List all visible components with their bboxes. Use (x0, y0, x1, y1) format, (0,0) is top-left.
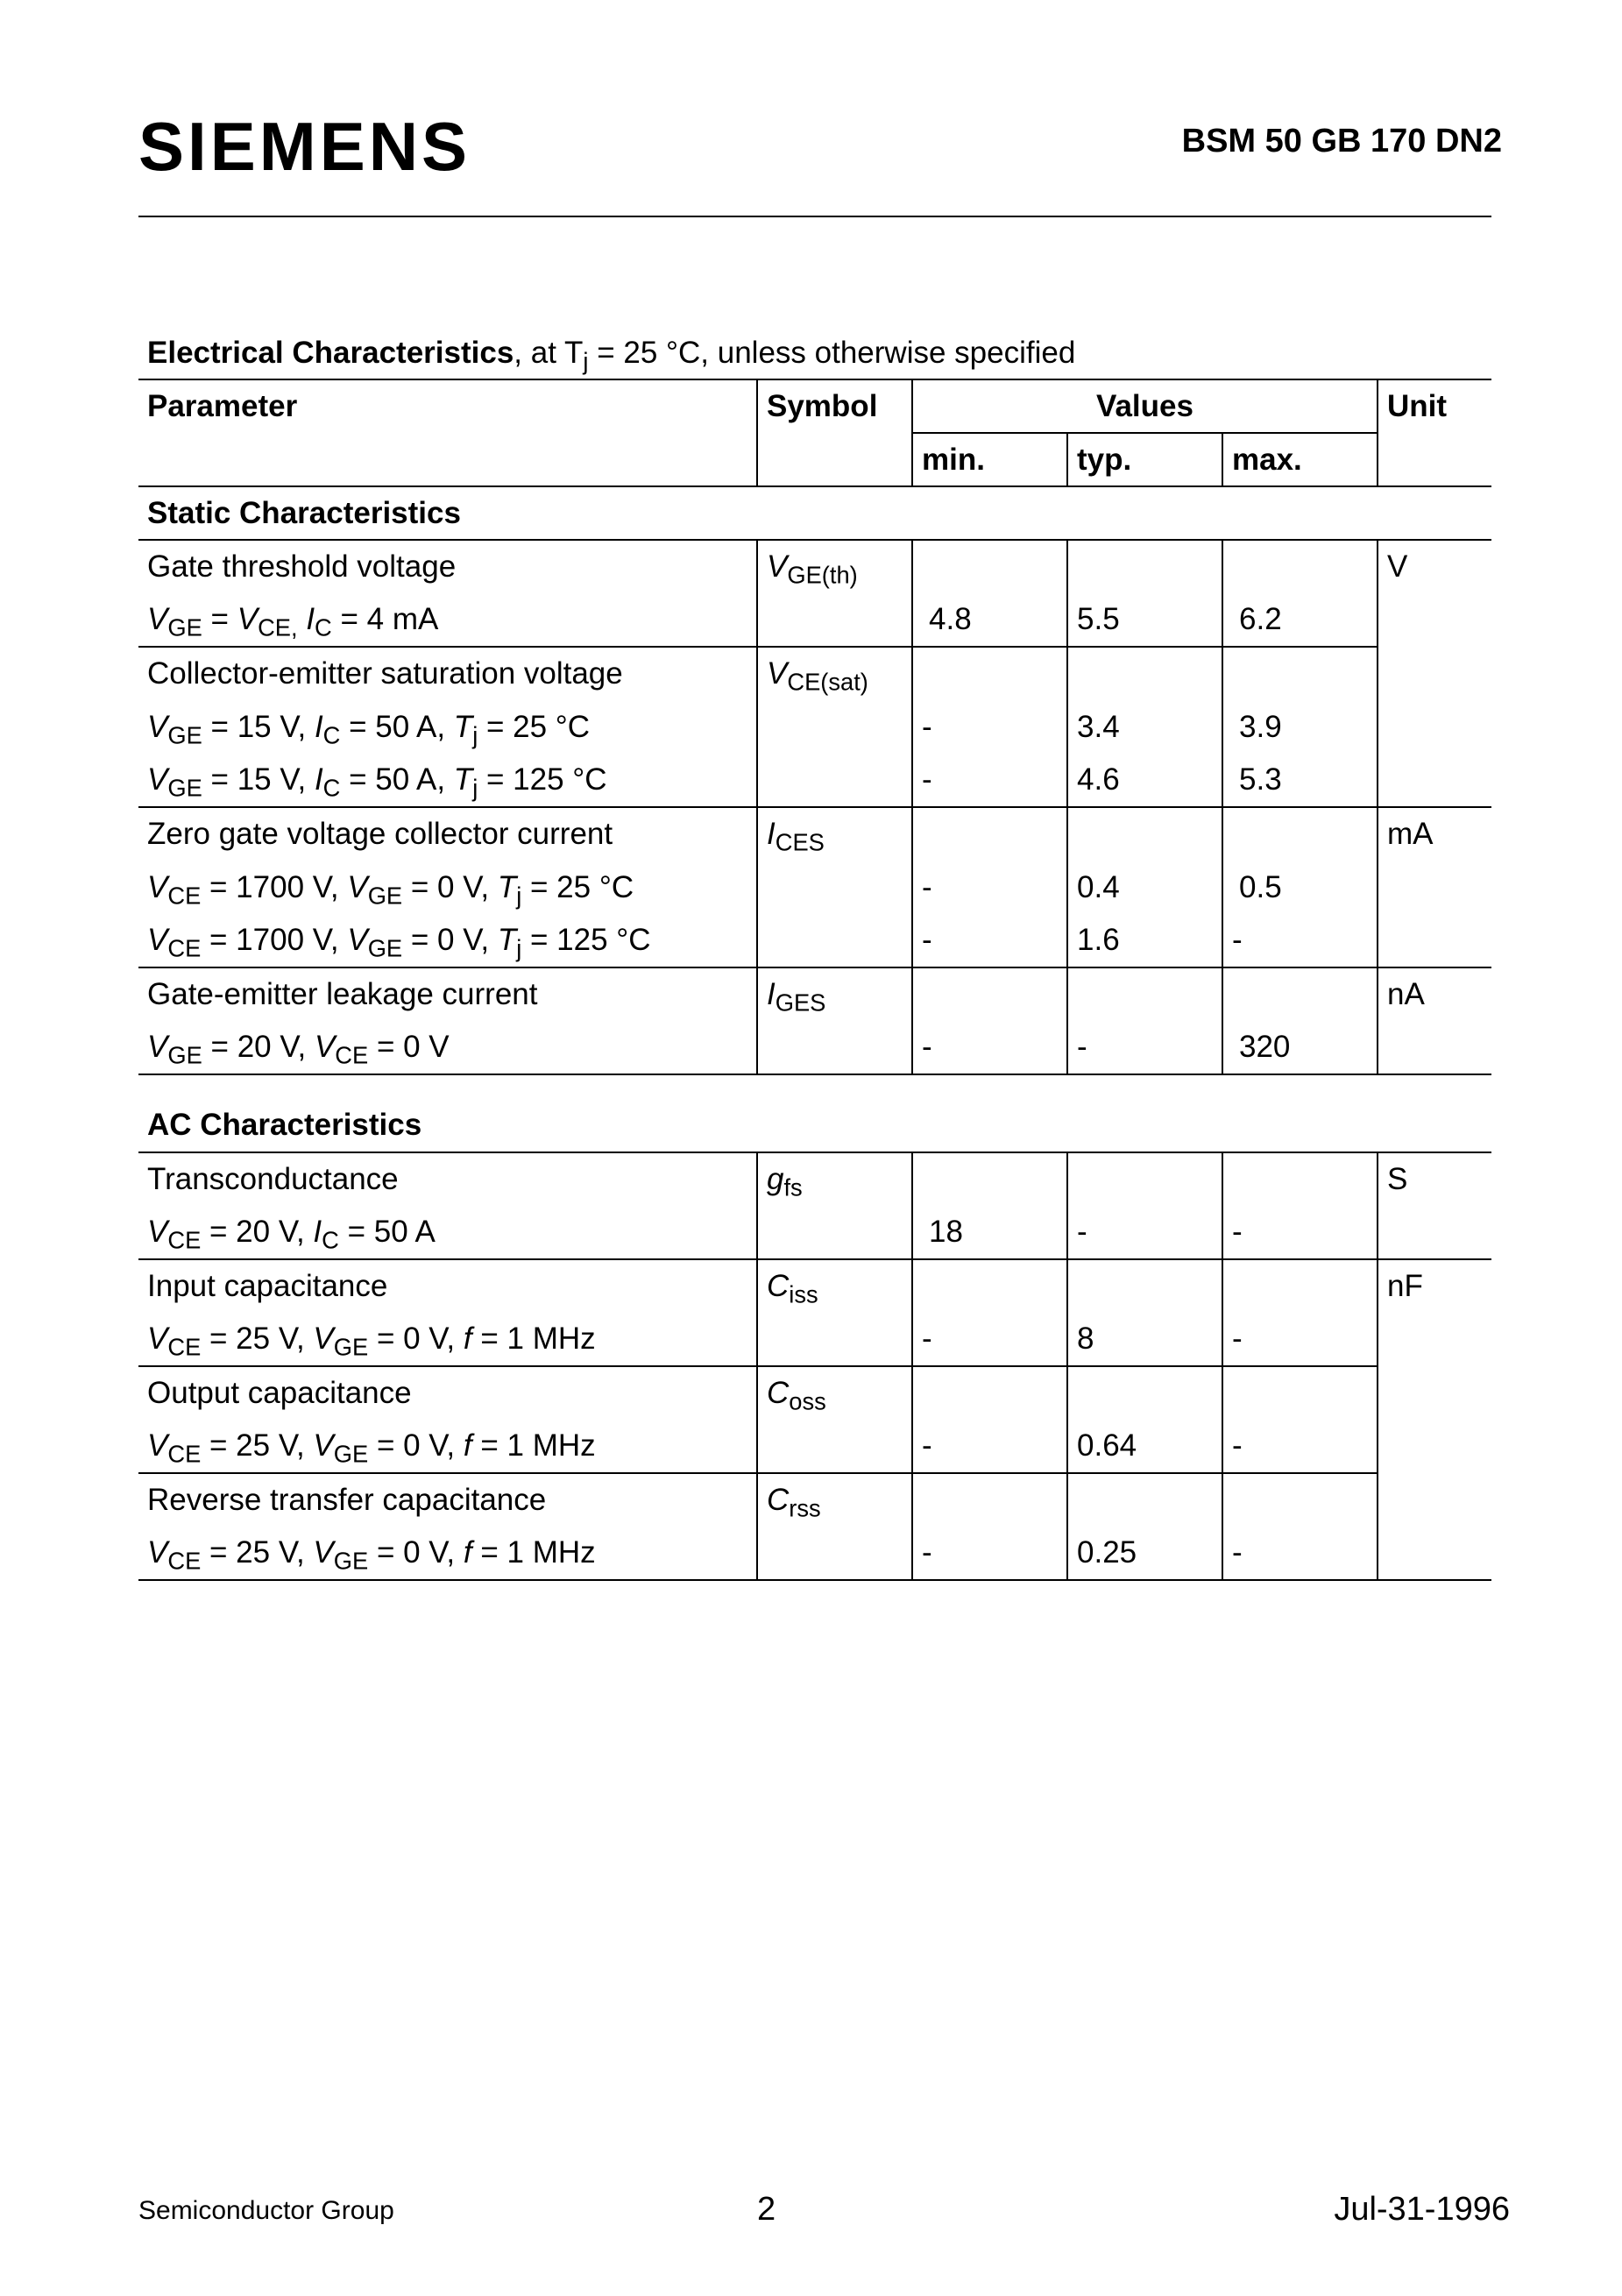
value-max: 0.5 (1222, 861, 1378, 914)
footer-date: Jul-31-1996 (1334, 2191, 1510, 2228)
param-name: Gate threshold voltage (147, 549, 457, 584)
static-section-row (138, 486, 1491, 540)
value-min: 4.8 (912, 593, 1067, 647)
table-row (138, 1527, 1491, 1580)
siemens-logo: SIEMENS (138, 108, 471, 185)
value-max: - (1222, 914, 1378, 967)
value-typ: 0.4 (1067, 861, 1222, 914)
value-max: - (1222, 1206, 1378, 1259)
test-condition: $V_{GE} = V_{CE,}$ $I_C = 4$ mA (138, 593, 757, 647)
symbol-coss: $C_{oss}$ (757, 1366, 912, 1420)
test-condition: $V_{CE} = 25$ V, $V_{GE} = 0$ V, f = 1 MHz (138, 1420, 757, 1473)
header-symbol: Symbol (757, 379, 912, 433)
header-max: max. (1222, 433, 1378, 486)
table-header-row (138, 379, 1491, 433)
table-row (138, 914, 1491, 967)
electrical-characteristics-caption (147, 336, 1076, 375)
unit-cell: nA (1378, 967, 1491, 1021)
table-row (138, 1473, 1491, 1527)
value-typ: - (1067, 1021, 1222, 1074)
value-max: - (1222, 1313, 1378, 1366)
value-typ: 5.5 (1067, 593, 1222, 647)
value-max: 6.2 (1222, 593, 1378, 647)
static-section-title: Static Characteristics (138, 486, 1491, 540)
symbol-iges: $I_{GES}$ (757, 967, 912, 1021)
param-name: Reverse transfer capacitance (147, 1483, 547, 1517)
table-row (138, 700, 1491, 754)
table-row (138, 1206, 1491, 1259)
test-condition: $V_{CE} = 1700$ V, $V_{GE} = 0$ V, $T_j = 25$ °C (147, 869, 634, 910)
unit-cell: S (1378, 1152, 1491, 1206)
value-min: - (912, 754, 1067, 807)
value-typ: - (1067, 1206, 1222, 1259)
caption-title: Electrical Characteristics (147, 336, 514, 370)
symbol-gfs: $g_{fs}$ (757, 1152, 912, 1206)
value-max: 3.9 (1222, 700, 1378, 754)
unit-cell: V (1378, 540, 1491, 593)
symbol-vcesat: $V_{CE(sat)}$ (757, 647, 912, 700)
test-condition: $V_{GE} = 15$ V, $I_C = 50$ A, $T_j = 25$ °C (147, 709, 591, 749)
value-typ: 0.25 (1067, 1527, 1222, 1580)
table-row (138, 1420, 1491, 1473)
caption-subscript: j (583, 347, 589, 375)
footer-company: Semiconductor Group (138, 2196, 394, 2225)
value-typ: 0.64 (1067, 1420, 1222, 1473)
table-row (138, 540, 1491, 593)
value-typ: 4.6 (1067, 754, 1222, 807)
param-name: Input capacitance (147, 1269, 388, 1303)
table-row (138, 967, 1491, 1021)
table-row (138, 861, 1491, 914)
value-typ: 1.6 (1067, 914, 1222, 967)
ac-section-row (138, 1099, 1491, 1152)
test-condition: $V_{GE} = 20$ V, $V_{CE} = 0$ V (138, 1021, 757, 1074)
value-min: - (912, 1021, 1067, 1074)
value-max: - (1222, 1420, 1378, 1473)
value-min: - (912, 861, 1067, 914)
table-row (138, 593, 1491, 647)
page-number: 2 (757, 2191, 776, 2228)
table-row (138, 807, 1491, 861)
value-min: - (912, 700, 1067, 754)
caption-text: , at T (514, 336, 584, 370)
param-name: Collector-emitter saturation voltage (147, 656, 623, 691)
header-divider (138, 216, 1491, 217)
value-typ: 8 (1067, 1313, 1222, 1366)
table-row (138, 647, 1491, 700)
value-max: - (1222, 1527, 1378, 1580)
value-min: 18 (912, 1206, 1067, 1259)
symbol-ices: $I_{CES}$ (757, 807, 912, 861)
table-row (138, 1259, 1491, 1313)
value-typ: 3.4 (1067, 700, 1222, 754)
value-min: - (912, 1420, 1067, 1473)
value-max: 5.3 (1222, 754, 1378, 807)
unit-cell: nF (1378, 1259, 1491, 1313)
param-name: Transconductance (147, 1162, 399, 1196)
header-typ: typ. (1067, 433, 1222, 486)
unit-cell: mA (1378, 807, 1491, 861)
header-values: Values (912, 379, 1378, 433)
caption-text-2: = 25 °C, unless otherwise specified (588, 336, 1076, 370)
symbol-crss: $C_{rss}$ (757, 1473, 912, 1527)
param-name: Zero gate voltage collector current (147, 817, 613, 851)
symbol-ciss: $C_{iss}$ (757, 1259, 912, 1313)
table-row (138, 1021, 1491, 1074)
value-min: - (912, 1313, 1067, 1366)
header-parameter: Parameter (138, 379, 757, 433)
header-unit: Unit (1378, 379, 1491, 433)
symbol-vgeth: $V_{GE(th)}$ (757, 540, 912, 593)
table-row (138, 1152, 1491, 1206)
ac-section-title: AC Characteristics (138, 1099, 1491, 1152)
param-name: Gate-emitter leakage current (147, 977, 538, 1011)
part-number: BSM 50 GB 170 DN2 (1181, 123, 1502, 159)
param-name: Output capacitance (147, 1376, 412, 1410)
header-min: min. (912, 433, 1067, 486)
test-condition: $V_{GE} = 15$ V, $I_C = 50$ A, $T_j = 125$ °C (138, 754, 757, 807)
value-max: 320 (1222, 1021, 1378, 1074)
value-min: - (912, 914, 1067, 967)
table-subheader-row (138, 433, 1491, 486)
electrical-characteristics-table (138, 379, 1491, 1581)
test-condition: $V_{CE} = 1700$ V, $V_{GE} = 0$ V, $T_j = 125$ °C (138, 914, 757, 967)
table-row (138, 754, 1491, 807)
table-row (138, 1313, 1491, 1366)
test-condition: $V_{CE} = 25$ V, $V_{GE} = 0$ V, f = 1 MHz (138, 1527, 757, 1580)
test-condition: $V_{CE} = 20$ V, $I_C = 50$ A (138, 1206, 757, 1259)
test-condition: $V_{CE} = 25$ V, $V_{GE} = 0$ V, f = 1 MHz (138, 1313, 757, 1366)
table-row (138, 1366, 1491, 1420)
value-min: - (912, 1527, 1067, 1580)
